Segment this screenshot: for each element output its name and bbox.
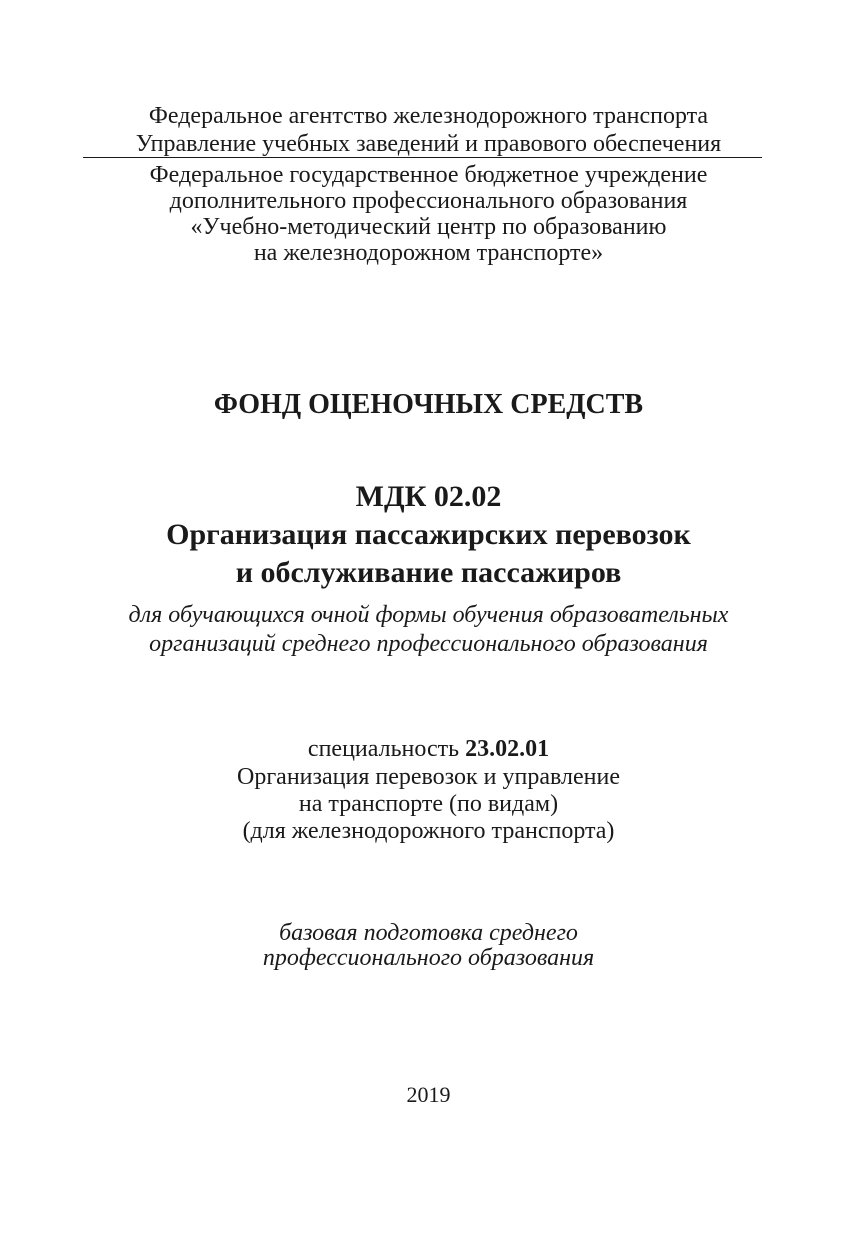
publication-year: 2019 [406, 1082, 451, 1107]
specialty-name-line: Организация перевозок и управление [236, 764, 620, 790]
training-level-line: профессионального образования [262, 945, 595, 971]
course-title-line: и обслуживание пассажиров [235, 556, 622, 589]
course-title-line: Организация пассажирских перевозок [166, 518, 691, 551]
specialty-line [0, 737, 857, 761]
institution-line: Федеральное государственное бюджетное учреждение [149, 162, 708, 188]
main-title: ФОНД ОЦЕНОЧНЫХ СРЕДСТВ [213, 389, 644, 420]
institution-line: «Учебно-методический центр по образованию [190, 214, 667, 240]
specialty-name-line: (для железнодорожного транспорта) [242, 818, 615, 844]
specialty-code: 23.02.01 [465, 736, 550, 762]
audience-line: для обучающихся очной формы обучения образовательных [128, 602, 729, 628]
course-code: МДК 02.02 [355, 480, 502, 513]
training-level-line: базовая подготовка среднего [279, 920, 578, 946]
agency-name: Федеральное агентство железнодорожного транспорта [148, 103, 709, 129]
audience-line: организаций среднего профессионального образования [149, 631, 708, 657]
specialty-label: специальность [307, 736, 466, 762]
department-name: Управление учебных заведений и правового обеспечения [135, 131, 722, 157]
institution-line: на железнодорожном транспорте» [253, 240, 604, 266]
header-divider [83, 157, 762, 158]
specialty-name-line: на транспорте (по видам) [298, 791, 559, 817]
institution-line: дополнительного профессионального образования [169, 188, 688, 214]
